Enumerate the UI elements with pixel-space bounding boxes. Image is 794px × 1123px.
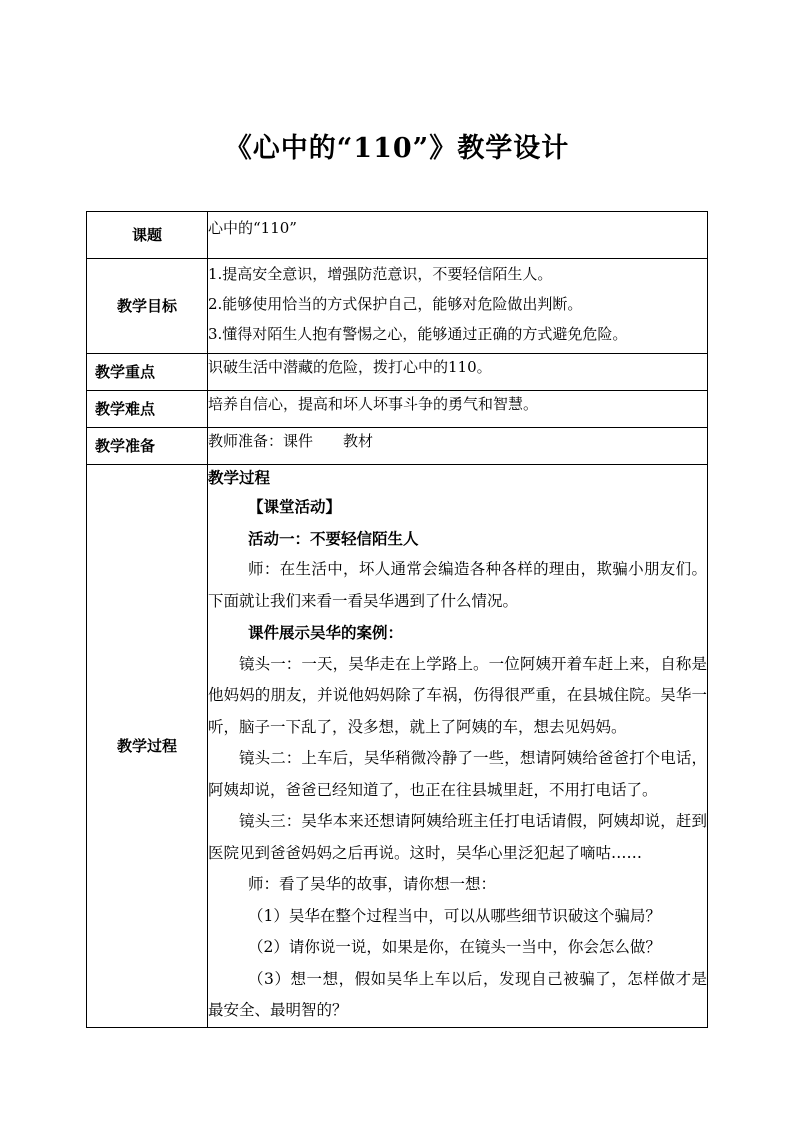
preparation-label: 教学准备 — [87, 428, 208, 465]
table-row-goals — [87, 259, 708, 354]
question-item: （1）吴华在整个过程当中，可以从哪些细节识破这个骗局？ — [248, 906, 661, 925]
process-heading: 教学过程 — [208, 468, 271, 487]
difficulties-value: 培养自信心，提高和坏人坏事斗争的勇气和智慧。 — [208, 391, 708, 428]
table-row-topic — [87, 212, 708, 259]
goal-item: 3.懂得对陌生人抱有警惕之心，能够通过正确的方式避免危险。 — [208, 325, 628, 343]
goals-list — [208, 259, 708, 354]
shot-three: 镜头三：吴华本来还想请阿姨给班主任打电话请假，阿姨却说，赶到医院见到爸爸妈妈之后再说。这时，吴华心里泛犯起了嘀咕…… — [208, 812, 707, 862]
question-item: （2）请你说一说，如果是你，在镜头一当中，你会怎么做？ — [248, 938, 661, 956]
goal-item: 2.能够使用恰当的方式保护自己，能够对危险做出判断。 — [208, 295, 583, 313]
question-item: （3）想一想，假如吴华上车以后，发现自己被骗了，怎样做才是最安全、最明智的？ — [208, 969, 707, 1019]
teacher-prompt: 师：看了吴华的故事，请你想一想： — [248, 875, 497, 893]
table-row-preparation — [87, 428, 708, 465]
table-row-key-points — [87, 354, 708, 391]
preparation-value: 教师准备：课件 教材 — [208, 428, 708, 465]
process-content — [208, 465, 708, 1028]
key-points-label: 教学重点 — [87, 354, 208, 391]
teacher-intro: 师：在生活中，坏人通常会编造各种各样的理由，欺骗小朋友们。下面就让我们来看一看吴华遇到了什么情况。 — [208, 560, 707, 610]
goal-item: 1.提高安全意识，增强防范意识，不要轻信陌生人。 — [208, 265, 553, 283]
lesson-plan-table — [86, 211, 708, 1028]
shot-two: 镜头二：上车后，吴华稍微冷静了一些，想请阿姨给爸爸打个电话，阿姨却说，爸爸已经知道了，也正在往县城里赶，不用打电话了。 — [208, 749, 707, 799]
document-title: 《心中的“110”》教学设计 — [224, 133, 570, 164]
case-title: 课件展示吴华的案例： — [248, 623, 404, 642]
goals-label: 教学目标 — [87, 259, 208, 354]
difficulties-label: 教学难点 — [87, 391, 208, 428]
table-row-process — [87, 465, 708, 1028]
process-section: 【课堂活动】 — [248, 497, 342, 516]
key-points-value: 识破生活中潜藏的危险，拨打心中的110。 — [208, 354, 708, 391]
activity-title: 活动一：不要轻信陌生人 — [248, 528, 419, 548]
topic-value: 心中的“110” — [208, 212, 708, 259]
table-row-difficulties — [87, 391, 708, 428]
process-label: 教学过程 — [87, 465, 208, 1028]
shot-one: 镜头一：一天，吴华走在上学路上。一位阿姨开着车赶上来，自称是他妈妈的朋友，并说他妈妈除了车祸，伤得很严重，在县城住院。吴华一听，脑子一下乱了，没多想，就上了阿姨的车，想去见妈妈。 — [208, 654, 707, 736]
topic-label: 课题 — [87, 212, 208, 259]
